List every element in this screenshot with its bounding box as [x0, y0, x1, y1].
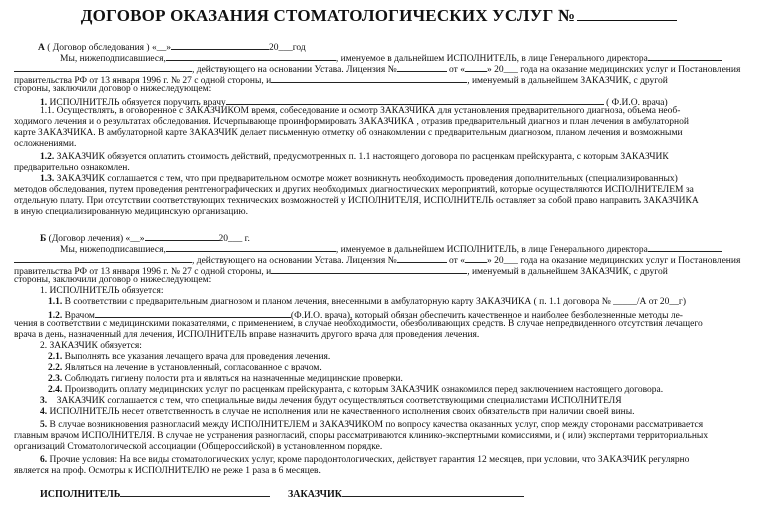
section-a-p13-3: отдельную плату. При отсутствии соответствующих технических возможностей у ИСПОЛНИТЕЛЯ, ИСПОЛНИТЕЛЬ оставляет за собой право направить ЗАКАЗЧИКА: [14, 196, 699, 206]
section-b-line5: стороны, заключили договор о нижеследующем:: [14, 275, 212, 285]
section-b-p5-2: главным врачом ИСПОЛНИТЕЛЯ. В случае не устранения разногласий, споры рассматриваются клинико-экспертными комиссиями, и ( или) экспертами территориальных: [14, 431, 709, 441]
section-b-p12-3: врача в день, назначенный для лечения, ИСПОЛНИТЕЛЬ вправе назначить другого врача для проведения лечения.: [14, 330, 480, 340]
section-a-line3: , действующего на основании Устава. Лицензия № от « » 20___ года на оказание медицинских услуг и Постановления: [14, 62, 740, 76]
section-a-p13-2: методов обследования, путем проведения рентгенографических и других необходимых диагностических мероприятий, которые осуществляются ИСПОЛНИТЕЛЕМ за: [14, 185, 694, 195]
title-text: ДОГОВОР ОКАЗАНИЯ СТОМАТОЛОГИЧЕСКИХ УСЛУГ №: [80, 6, 576, 25]
section-a-p11-4: осложнениями.: [14, 139, 77, 149]
customer-signature: [288, 486, 524, 500]
section-a-p12-2: предварительно ознакомлен.: [14, 163, 130, 173]
section-b-p12-1: 1.2. Врачом (Ф.И.О. врача), который обязан обеспечить качественное и наиболее безболезненные методы ле-: [48, 308, 683, 322]
section-b-p24: 2.4. Производить оплату медицинских услуг по расценкам прейскуранта, с которым ЗАКАЗЧИК ознакомился перед заключением настоящего договора.: [48, 385, 664, 395]
section-b-line4: правительства РФ от 13 января 1996 г. № 27 с одной стороны, и , именуемый в дальнейшем ЗАКАЗЧИК, с другой: [14, 264, 668, 278]
section-a-line2: Мы, нижеподписавшиеся, , именуемое в дальнейшем ИСПОЛНИТЕЛЬ, в лице Генерального директора: [60, 51, 722, 65]
section-a-p11-1: 1.1. Осуществлять, в оговоренное с ЗАКАЗЧИКОМ время, собеседование и осмотр ЗАКАЗЧИКА для установления предварительного диагноза, объема необ-: [40, 106, 681, 116]
section-a-line5: стороны, заключили договор о нижеследующем:: [14, 84, 212, 94]
section-a-p13-1: 1.3. ЗАКАЗЧИК соглашается с тем, что при предварительном осмотре может возникнуть необходимость проведения дополнительных (специализированных): [40, 174, 678, 184]
section-b-p21: 2.1. Выполнять все указания лечащего врача для проведения лечения.: [48, 352, 331, 362]
executor-label: ИСПОЛНИТЕЛЬ: [40, 489, 121, 500]
section-b-p11: 1.1. В соответствии с предварительным диагнозом и планом лечения, внесенными в амбулаторную карту ЗАКАЗЧИКА ( п. 1.1 договора № _____/А от 20__г): [48, 297, 686, 307]
section-b-p23: 2.3. Соблюдать гигиену полости рта и являться на назначенные медицинские проверки.: [48, 374, 403, 384]
contract-title: [0, 6, 758, 26]
section-b-p1: 1. ИСПОЛНИТЕЛЬ обязуется:: [40, 286, 164, 296]
section-b-p5-3: организаций Стоматологической ассоциации (Общероссийской) в установленном порядке.: [14, 442, 383, 452]
section-b-p12-2: чения в соответствии с медицинскими показателями, с применением, в случае необходимости, обезболивающих средств. В случае непредвиденного отсутствия лечащего: [14, 319, 703, 329]
section-b-p22: 2.2. Являться на лечение в установленный, согласованное с врачом.: [48, 363, 322, 373]
section-b-heading: Б (Договор лечения) «__» 20___ г.: [40, 231, 250, 245]
section-b-line2: Мы, нижеподписавшиеся, , именуемое в дальнейшем ИСПОЛНИТЕЛЬ, в лице Генерального директора: [60, 242, 722, 256]
section-a-p11-3: карте ЗАКАЗЧИКА. В амбулаторной карте ЗАКАЗЧИК делает письменную отметку об ознакомлении с предварительным диагнозом, планом лечения и возможными: [14, 128, 683, 138]
section-b-p6-1: 6. Прочие условия: На все виды стоматологических услуг, кроме пародонтологических, действует гарантия 12 месяцев, при условии, что ЗАКАЗЧИК регулярно: [40, 455, 690, 465]
executor-signature: [40, 486, 270, 500]
section-a-p13-4: в иную специализированную медицинскую организацию.: [14, 207, 248, 217]
section-b-p4: 4. ИСПОЛНИТЕЛЬ несет ответственность в случае не исполнения или не качественного исполнения своих обязательств при наличии своей вины.: [40, 407, 635, 417]
executor-signature-line: [120, 486, 270, 497]
section-a-p12-1: 1.2. ЗАКАЗЧИК обязуется оплатить стоимость действий, предусмотренных п. 1.1 настоящего договора по расценкам прейскуранта, с которым ЗАКАЗЧИК: [40, 152, 669, 162]
section-a-p11-2: ходимого лечения и о результатах обследования. Исчерпывающе проинформировать ЗАКАЗЧИКА , отразив предварительный диагноз и план лечения в амбулаторной: [14, 117, 689, 127]
section-a-heading: А ( Договор обследования ) «__» 20___год: [38, 40, 306, 54]
section-a-p1: 1. ИСПОЛНИТЕЛЬ обязуется поручить врачу ( Ф.И.О. врача): [40, 95, 668, 109]
section-b-p6-2: является на проф. Осмотры к ИСПОЛНИТЕЛЮ не реже 1 раза в 6 месяцев.: [14, 466, 321, 476]
section-b-p3: 3. ЗАКАЗЧИК соглашается с тем, что специальные виды лечения будут осуществляться соответствующими специалистами ИСПОЛНИТЕЛЯ: [40, 396, 622, 406]
contract-number-line: [577, 6, 677, 21]
section-b-p2: 2. ЗАКАЗЧИК обязуется:: [40, 341, 142, 351]
section-b-line3: , действующего на основании Устава. Лицензия № от « » 20___ года на оказание медицинских услуг и Постановления: [14, 253, 740, 267]
customer-signature-line: [342, 486, 524, 497]
section-a-line4: правительства РФ от 13 января 1996 г. № 27 с одной стороны, и , именуемый в дальнейшем ЗАКАЗЧИК, с другой: [14, 73, 668, 87]
section-b-p5-1: 5. В случае возникновения разногласий между ИСПОЛНИТЕЛЕМ и ЗАКАЗЧИКОМ по вопросу качества оказанных услуг, спор между сторонами рассматривается: [40, 420, 704, 430]
customer-label: ЗАКАЗЧИК: [288, 489, 342, 500]
